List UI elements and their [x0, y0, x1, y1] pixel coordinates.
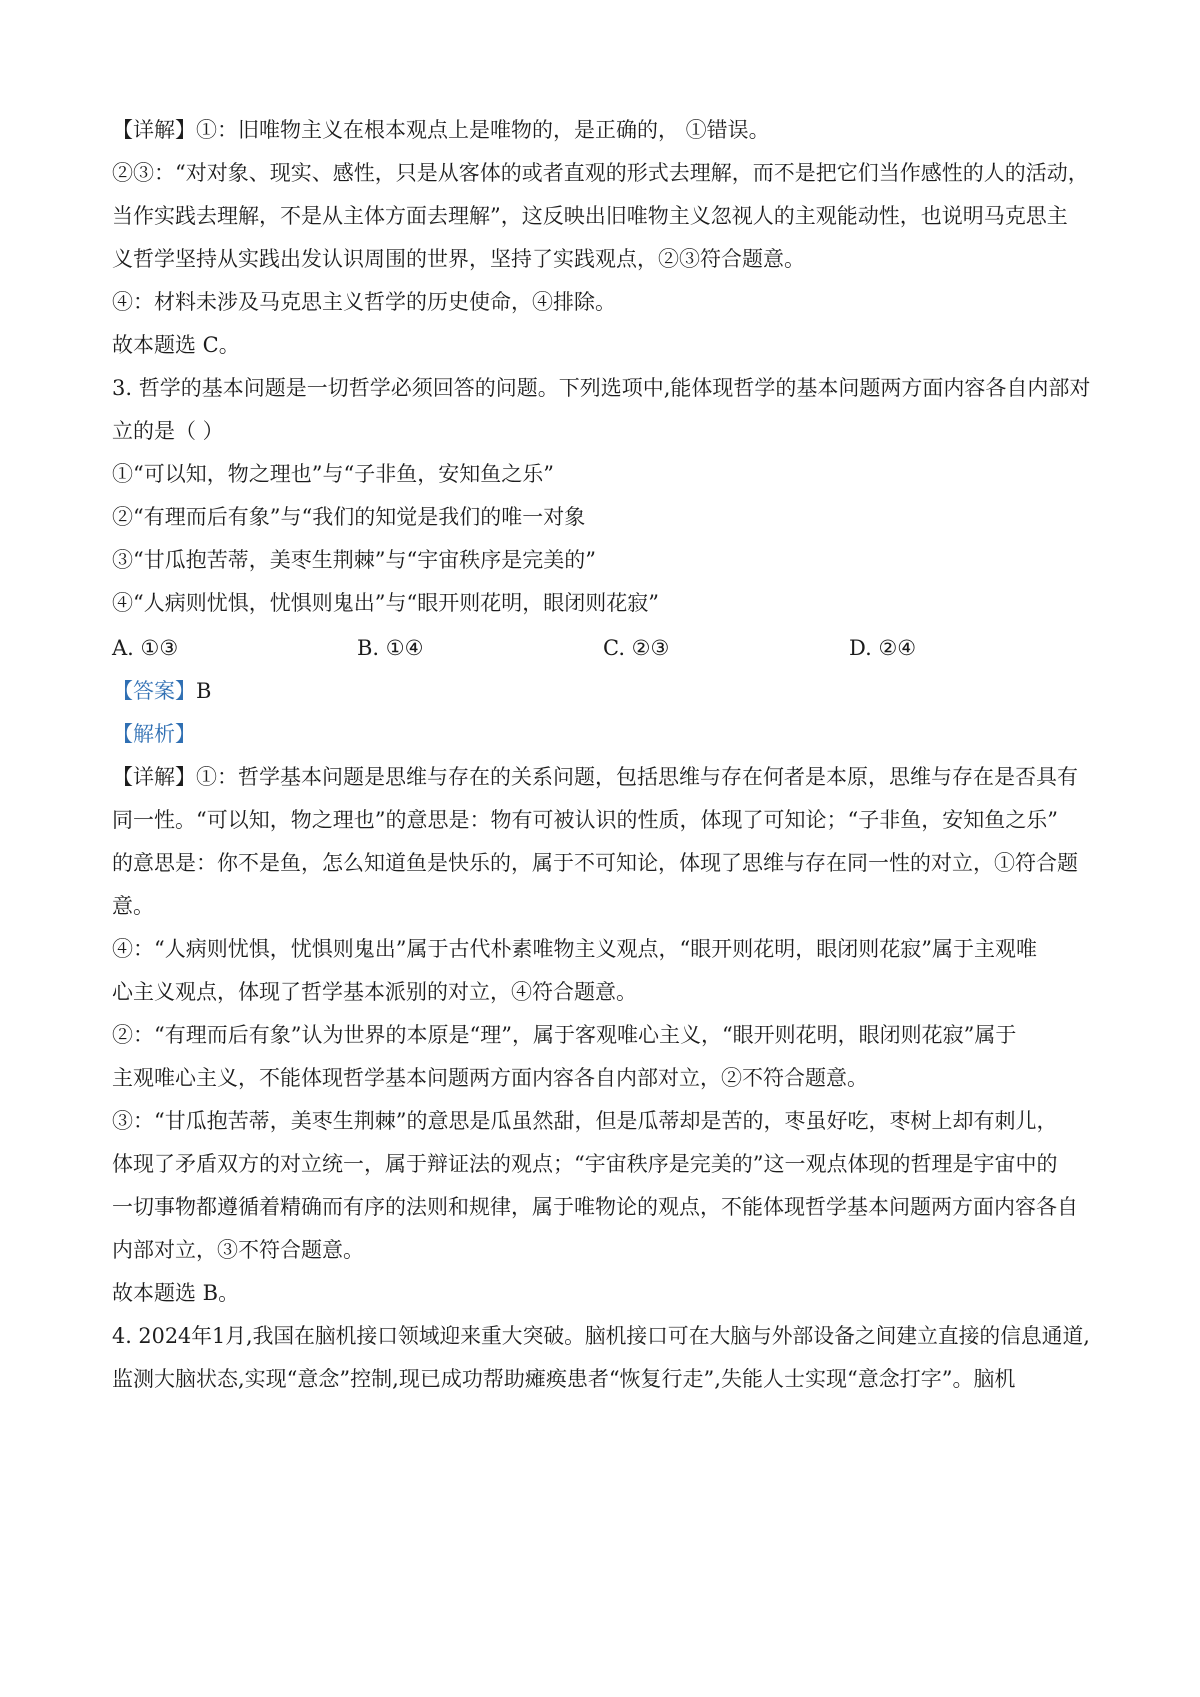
detail-line	[112, 116, 770, 144]
detail-line: ③：“甘瓜抱苦蒂，美枣生荆棘”的意思是瓜虽然甜，但是瓜蒂却是苦的，枣虽好吃，枣树上却有刺儿，	[112, 1109, 1058, 1133]
question-stem: 4. 2024年1月,我国在脑机接口领域迎来重大突破。脑机接口可在大脑与外部设备之间建立直接的信息通道,	[112, 1324, 1090, 1348]
detail-line: 同一性。“可以知，物之理也”的意思是：物有可被认识的性质，体现了可知论；“子非鱼，安知鱼之乐”	[112, 808, 1058, 832]
detail-line: 意。	[112, 894, 154, 918]
detail-line: 义哲学坚持从实践出发认识周围的世界，坚持了实践观点，②③符合题意。	[112, 247, 805, 271]
detail-line: 当作实践去理解，不是从主体方面去理解”，这反映出旧唯物主义忽视人的主观能动性，也说明马克思主	[112, 204, 1068, 228]
analysis-tag: 【解析】	[112, 722, 196, 746]
question-stem: 立的是（ ）	[112, 419, 224, 443]
detail-line: ②：“有理而后有象”认为世界的本原是“理”，属于客观唯心主义，“眼开则花明，眼闭则花寂”属于	[112, 1023, 1017, 1047]
detail-line: 内部对立，③不符合题意。	[112, 1238, 364, 1262]
option-c: C. ②③	[603, 636, 670, 660]
question-item: ②“有理而后有象”与“我们的知觉是我们的唯一对象	[112, 505, 586, 529]
option-d: D. ②④	[849, 636, 917, 660]
detail-line: 的意思是：你不是鱼，怎么知道鱼是快乐的，属于不可知论，体现了思维与存在同一性的对立，①符合题	[112, 851, 1078, 875]
answer-tag: 【答案】	[112, 679, 196, 703]
detail-line: 体现了矛盾双方的对立统一，属于辩证法的观点；“宇宙秩序是完美的”这一观点体现的哲理是宇宙中的	[112, 1152, 1058, 1176]
conclusion: 故本题选 B。	[112, 1281, 240, 1305]
question-item: ①“可以知，物之理也”与“子非鱼，安知鱼之乐”	[112, 462, 554, 486]
detail-text: ①：旧唯物主义在根本观点上是唯物的，是正确的， ①错误。	[196, 118, 770, 142]
detail-line: 一切事物都遵循着精确而有序的法则和规律，属于唯物论的观点，不能体现哲学基本问题两方面内容各自	[112, 1195, 1078, 1219]
question-stem: 监测大脑状态,实现“意念”控制,现已成功帮助瘫痪患者“恢复行走”,失能人士实现“意念打字”。脑机	[112, 1367, 1016, 1391]
detail-line	[112, 763, 1078, 791]
detail-text: ①：哲学基本问题是思维与存在的关系问题，包括思维与存在何者是本原，思维与存在是否具有	[196, 765, 1078, 789]
option-a: A. ①③	[112, 636, 179, 660]
detail-line: ④：材料未涉及马克思主义哲学的历史使命，④排除。	[112, 290, 616, 314]
question-item: ③“甘瓜抱苦蒂，美枣生荆棘”与“宇宙秩序是完美的”	[112, 548, 596, 572]
detail-line: ④：“人病则忧惧，忧惧则鬼出”属于古代朴素唯物主义观点，“眼开则花明，眼闭则花寂”属于主观唯	[112, 937, 1037, 961]
question-item: ④“人病则忧惧，忧惧则鬼出”与“眼开则花明，眼闭则花寂”	[112, 591, 659, 615]
answer-line	[112, 677, 211, 705]
detail-tag: 【详解】	[112, 765, 196, 789]
detail-line: ②③：“对对象、现实、感性，只是从客体的或者直观的形式去理解，而不是把它们当作感性的人的活动，	[112, 161, 1089, 185]
detail-tag: 【详解】	[112, 118, 196, 142]
conclusion: 故本题选 C。	[112, 333, 240, 357]
detail-line: 心主义观点，体现了哲学基本派别的对立，④符合题意。	[112, 980, 637, 1004]
detail-line: 主观唯心主义，不能体现哲学基本问题两方面内容各自内部对立，②不符合题意。	[112, 1066, 868, 1090]
option-b: B. ①④	[357, 636, 424, 660]
answer-value: B	[196, 679, 212, 703]
question-stem: 3. 哲学的基本问题是一切哲学必须回答的问题。下列选项中,能体现哲学的基本问题两方面内容各自内部对	[112, 376, 1091, 400]
